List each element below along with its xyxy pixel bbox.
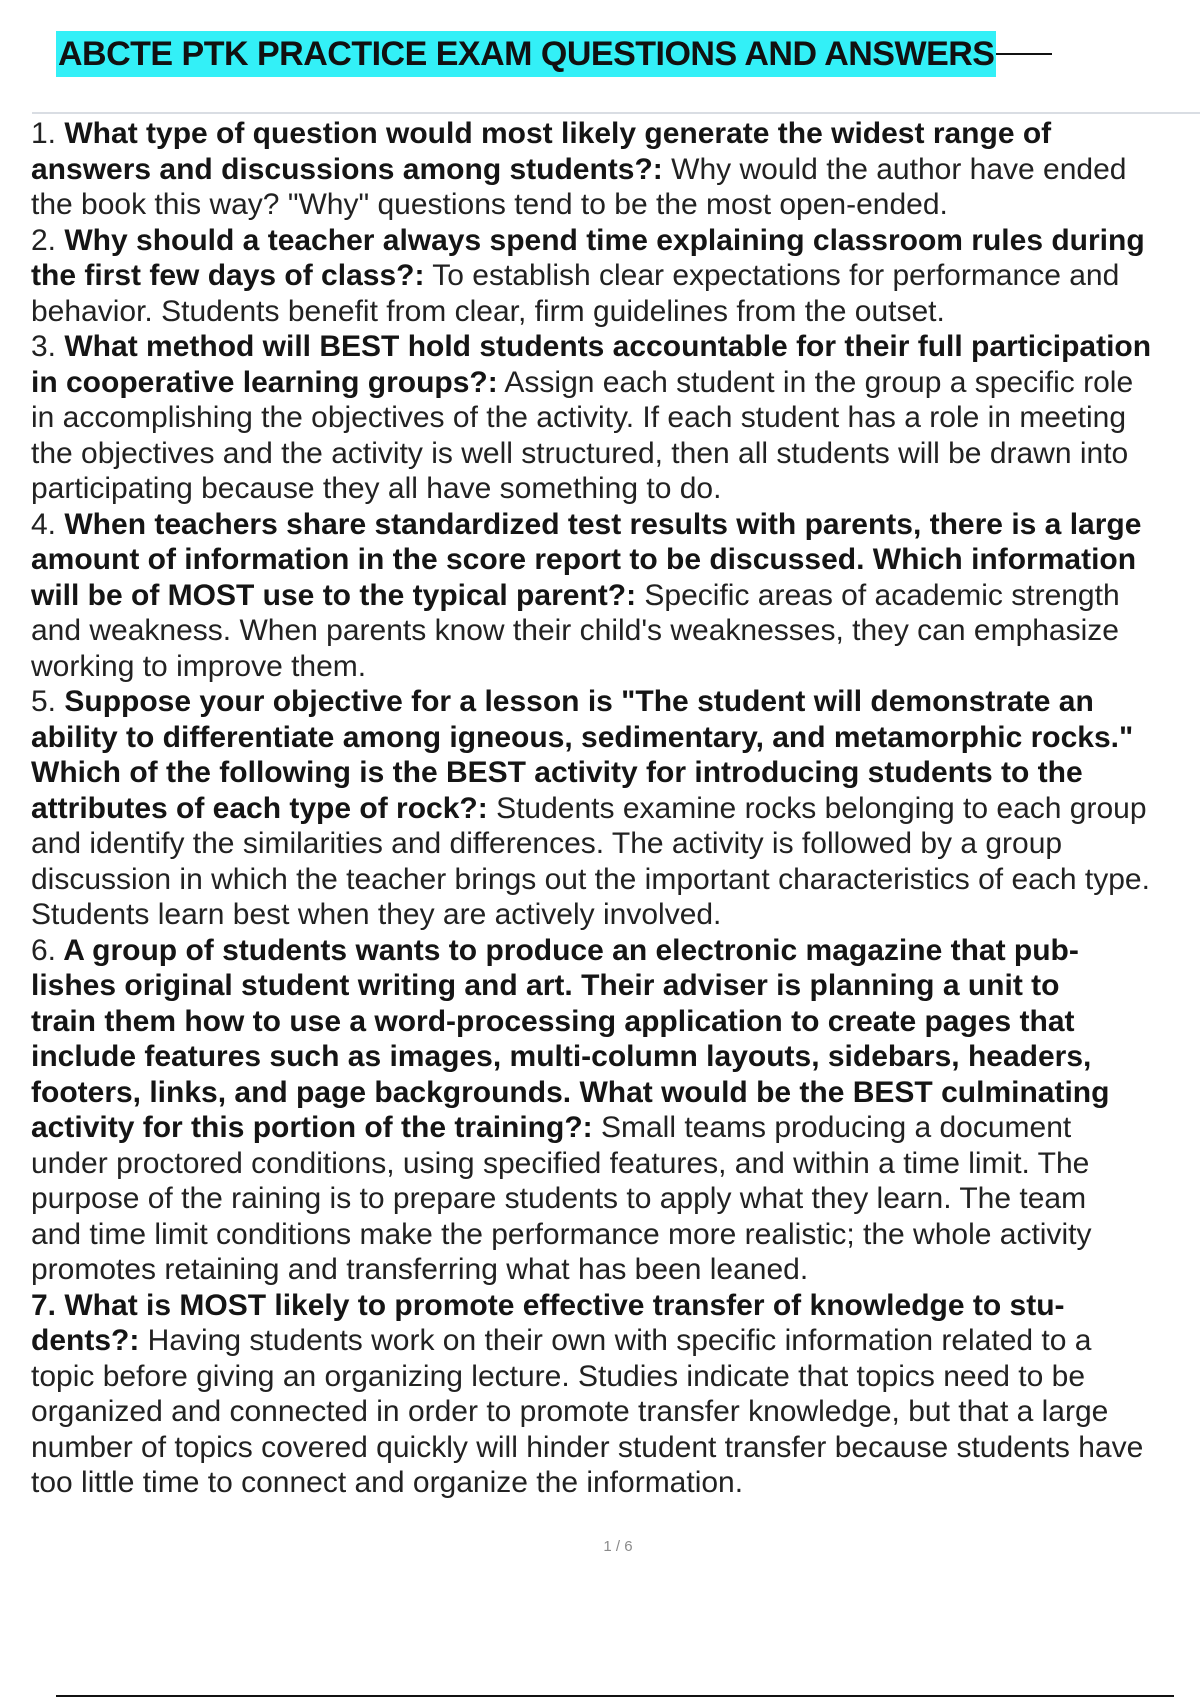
- question-text: the first few days of class?:: [31, 259, 425, 292]
- answer-text: under proctored conditions, using specified features, and within a time limit. The: [31, 1146, 1090, 1180]
- text-line: [31, 223, 1200, 259]
- question-text: ability to differentiate among igneous, sedimentary, and metamorphic rocks.": [31, 720, 1134, 754]
- text-line: [31, 1075, 1200, 1111]
- page-indicator: 1 / 6: [603, 1538, 633, 1555]
- answer-text: promotes retaining and transferring what has been leaned.: [31, 1253, 809, 1286]
- question-text: A group of students wants to produce an electronic magazine that pub-: [56, 933, 1079, 967]
- text-line: [31, 1181, 1200, 1217]
- text-line: [31, 720, 1200, 756]
- question-text: footers, links, and page backgrounds. What would be the BEST culminating: [31, 1075, 1110, 1109]
- answer-text: Small teams producing a document: [592, 1111, 1072, 1144]
- text-line: [31, 1359, 1200, 1395]
- question-number: 3.: [31, 330, 57, 363]
- text-line: [31, 436, 1200, 472]
- question-text: attributes of each type of rock?:: [31, 791, 488, 825]
- question-text: activity for this portion of the training?:: [31, 1111, 593, 1144]
- question-answer-list: [31, 116, 1200, 1501]
- question-item: [31, 1288, 1200, 1501]
- question-text: include features such as images, multi-column layouts, sidebars, headers,: [31, 1040, 1092, 1073]
- text-line: [31, 897, 1200, 933]
- answer-text: Students examine rocks belonging to each group: [487, 791, 1147, 825]
- answer-text: participating because they all have something to do.: [31, 472, 722, 505]
- answer-text: discussion in which the teacher brings out the important characteristics of each type.: [31, 862, 1150, 896]
- answer-text: in accomplishing the objectives of the activity. If each student has a role in meeting: [31, 401, 1127, 434]
- question-item: [31, 507, 1200, 685]
- text-line: [31, 1288, 1200, 1324]
- text-line: [31, 862, 1200, 898]
- question-item: [31, 684, 1200, 933]
- question-text: answers and discussions among students?:: [31, 152, 663, 186]
- text-line: [31, 1110, 1200, 1146]
- text-line: [31, 649, 1200, 685]
- answer-text: topic before giving an organizing lecture. Studies indicate that topics need to be: [31, 1359, 1086, 1393]
- question-text: Suppose your objective for a lesson is "The student will demonstrate an: [56, 685, 1094, 718]
- answer-text: purpose of the raining is to prepare students to apply what they learn. The team: [31, 1182, 1087, 1215]
- text-line: [31, 1252, 1200, 1288]
- question-text: dents?:: [31, 1324, 140, 1357]
- question-text: will be of MOST use to the typical parent?:: [31, 578, 637, 612]
- question-item: [31, 329, 1200, 507]
- question-item: [31, 933, 1200, 1288]
- text-line: [31, 152, 1200, 188]
- text-line: [31, 507, 1200, 543]
- text-line: [31, 329, 1200, 365]
- title-row: [56, 30, 1052, 78]
- text-line: [31, 471, 1200, 507]
- answer-text: Having students work on their own with specific information related to a: [139, 1324, 1092, 1357]
- header-divider: [32, 112, 1200, 114]
- question-number: 4.: [31, 507, 57, 541]
- answer-text: Students learn best when they are actively involved.: [31, 898, 722, 931]
- text-line: [31, 613, 1200, 649]
- answer-text: organized and connected in order to promote transfer knowledge, but that a large: [31, 1395, 1109, 1428]
- text-line: [31, 1039, 1200, 1075]
- text-line: [31, 755, 1200, 791]
- question-text: amount of information in the score report to be discussed. Which information: [31, 543, 1137, 576]
- question-text: lishes original student writing and art. Their adviser is planning a unit to: [31, 969, 1060, 1002]
- title-underline: [996, 53, 1052, 55]
- text-line: [31, 1217, 1200, 1253]
- question-text: What method will BEST hold students accountable for their full participation: [56, 330, 1152, 363]
- question-number: 5.: [31, 685, 57, 718]
- answer-text: the book this way? "Why" questions tend to be the most open-ended.: [31, 188, 948, 221]
- question-number: 2.: [31, 223, 57, 257]
- answer-text: Specific areas of academic strength: [636, 578, 1120, 612]
- answer-text: the objectives and the activity is well structured, then all students will be drawn into: [31, 436, 1129, 470]
- text-line: [31, 791, 1200, 827]
- answer-text: working to improve them.: [31, 649, 367, 683]
- text-line: [31, 1430, 1200, 1466]
- text-line: [31, 116, 1200, 152]
- question-text: When teachers share standardized test results with parents, there is a large: [56, 507, 1142, 541]
- text-line: [31, 187, 1200, 223]
- text-line: [31, 1146, 1200, 1182]
- question-text: train them how to use a word-processing application to create pages that: [31, 1004, 1075, 1038]
- text-line: [31, 578, 1200, 614]
- text-line: [31, 684, 1200, 720]
- text-line: [31, 365, 1200, 401]
- text-line: [31, 400, 1200, 436]
- text-line: [31, 258, 1200, 294]
- answer-text: behavior. Students benefit from clear, firm guidelines from the outset.: [31, 294, 945, 328]
- question-text: in cooperative learning groups?:: [31, 365, 498, 399]
- text-line: [31, 1004, 1200, 1040]
- text-line: [31, 968, 1200, 1004]
- answer-text: and time limit conditions make the performance more realistic; the whole activity: [31, 1217, 1092, 1251]
- text-line: [31, 1323, 1200, 1359]
- text-line: [31, 1394, 1200, 1430]
- answer-text: number of topics covered quickly will hinder student transfer because students have: [31, 1430, 1144, 1464]
- answer-text: Assign each student in the group a specific role: [497, 365, 1134, 399]
- question-text: What type of question would most likely generate the widest range of: [56, 117, 1052, 150]
- document-title: ABCTE PTK PRACTICE EXAM QUESTIONS AND ANSWERS: [56, 31, 996, 77]
- text-line: [31, 542, 1200, 578]
- text-line: [31, 933, 1200, 969]
- answer-text: too little time to connect and organize the information.: [31, 1466, 744, 1499]
- text-line: [31, 1465, 1200, 1501]
- question-number: 1.: [31, 117, 57, 150]
- answer-text: Why would the author have ended: [662, 152, 1127, 186]
- question-number: 6.: [31, 933, 57, 967]
- answer-text: and weakness. When parents know their child's weaknesses, they can emphasize: [31, 614, 1119, 647]
- text-line: [31, 294, 1200, 330]
- question-text: Why should a teacher always spend time explaining classroom rules during: [56, 223, 1145, 257]
- bottom-divider: [56, 1695, 1174, 1697]
- question-item: [31, 223, 1200, 330]
- question-item: [31, 116, 1200, 223]
- question-number: 7.: [31, 1288, 57, 1322]
- question-text: Which of the following is the BEST activity for introducing students to the: [31, 756, 1083, 789]
- answer-text: and identify the similarities and differences. The activity is followed by a group: [31, 827, 1063, 860]
- text-line: [31, 826, 1200, 862]
- answer-text: To establish clear expectations for performance and: [424, 259, 1120, 292]
- question-text: What is MOST likely to promote effective transfer of knowledge to stu-: [56, 1288, 1065, 1322]
